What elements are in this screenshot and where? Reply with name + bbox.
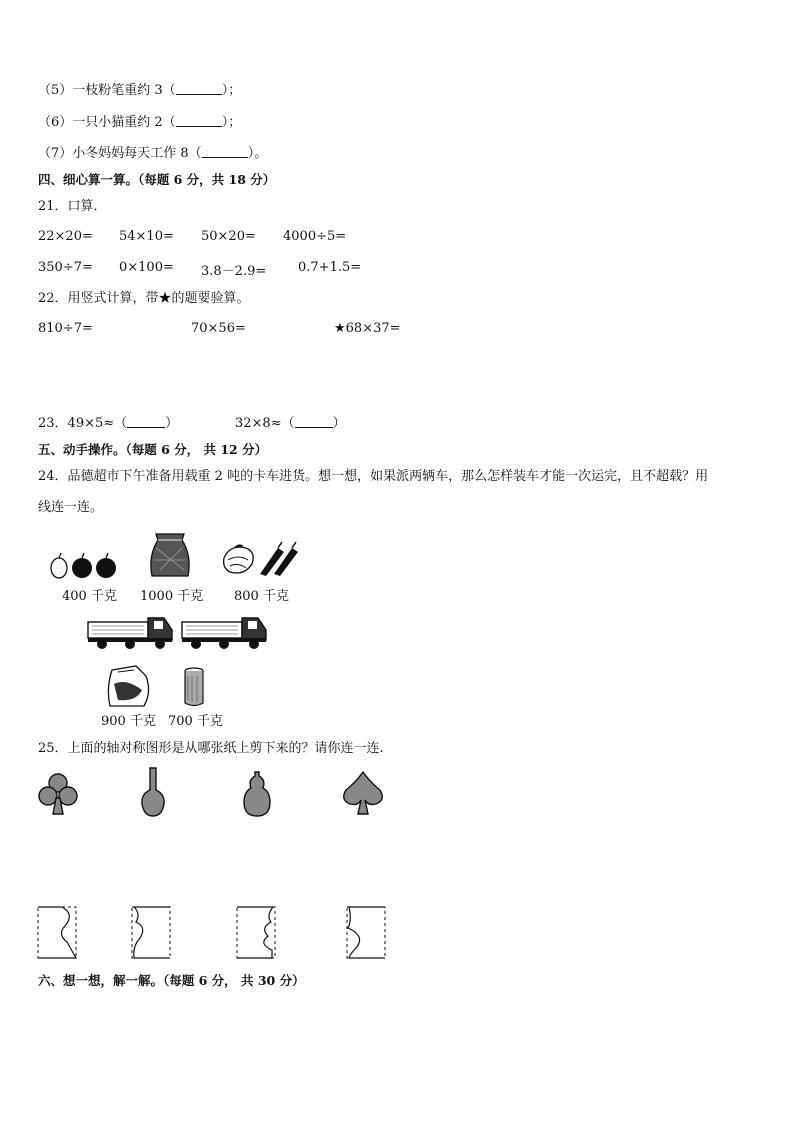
question-23b: 32×8≈（ ）: [235, 416, 346, 431]
club-icon[interactable]: [37, 772, 79, 816]
section-4-heading: 四、细心算一算。（每题 6 分，共 18 分）: [38, 172, 276, 187]
question-24-line1: 24．品德超市下午准备用载重 2 吨的卡车进货。想一想，如果派两辆车，那么怎样装车才能一次运完，且不超载？用: [38, 469, 709, 484]
weight-label: 900 千克: [101, 714, 156, 729]
answer-blank[interactable]: [127, 415, 165, 428]
question-21-title: 21．口算．: [38, 199, 107, 214]
weight-label: 1000 千克: [140, 589, 204, 604]
truck-icon[interactable]: [86, 612, 176, 652]
folded-paper-icon[interactable]: [131, 906, 173, 960]
vertical-calc-item: ★68×37=: [334, 321, 401, 336]
section-6-heading: 六、想一想，解一解。（每题 6 分， 共 30 分）: [38, 973, 305, 988]
sack-icon[interactable]: [146, 530, 194, 580]
answer-blank[interactable]: [202, 145, 248, 158]
fruit-icon[interactable]: [46, 548, 124, 580]
calc-item: 350÷7=: [38, 260, 93, 275]
spade-icon[interactable]: [342, 770, 384, 816]
folded-paper-icon[interactable]: [37, 906, 79, 960]
calc-item: 4000÷5=: [283, 229, 347, 244]
weight-label: 800 千克: [234, 589, 289, 604]
weight-label: 400 千克: [62, 589, 117, 604]
question-23: 23．49×5≈（ ）: [38, 416, 179, 431]
vegetable-icon[interactable]: [220, 540, 302, 580]
vertical-calc-item: 810÷7=: [38, 321, 93, 336]
folded-paper-icon[interactable]: [346, 906, 388, 960]
fill-item-7: （7）小冬妈妈每天工作 8（ ）。: [38, 146, 268, 161]
fill-item-6: （6）一只小猫重约 2（ ）；: [38, 115, 242, 130]
barrel-icon[interactable]: [182, 666, 206, 708]
question-25-title: 25．上面的轴对称图形是从哪张纸上剪下来的？请你连一连.: [38, 741, 384, 756]
calc-item: 54×10=: [119, 229, 174, 244]
calc-item: 0.7+1.5=: [298, 260, 362, 275]
truck-icon[interactable]: [180, 612, 270, 652]
calc-item: 3.8－2.9=: [201, 264, 267, 279]
vertical-calc-item: 70×56=: [191, 321, 246, 336]
weight-label: 700 千克: [168, 714, 223, 729]
folded-paper-icon[interactable]: [236, 906, 278, 960]
calc-item: 50×20=: [201, 229, 256, 244]
question-24-line2: 线连一连。: [38, 500, 104, 515]
calc-item: 0×100=: [119, 260, 174, 275]
calc-item: 22×20=: [38, 229, 93, 244]
answer-blank[interactable]: [176, 82, 222, 95]
question-22-title: 22．用竖式计算，带★的题要验算。: [38, 291, 250, 306]
bag-icon[interactable]: [106, 664, 152, 708]
gourd-bottle-icon[interactable]: [140, 766, 166, 818]
section-5-heading: 五、动手操作。（每题 6 分， 共 12 分）: [38, 442, 268, 457]
answer-blank[interactable]: [176, 114, 222, 127]
fill-item-5: （5）一枝粉笔重约 3（ ）；: [38, 83, 242, 98]
answer-blank[interactable]: [295, 415, 333, 428]
calabash-icon[interactable]: [242, 770, 272, 818]
